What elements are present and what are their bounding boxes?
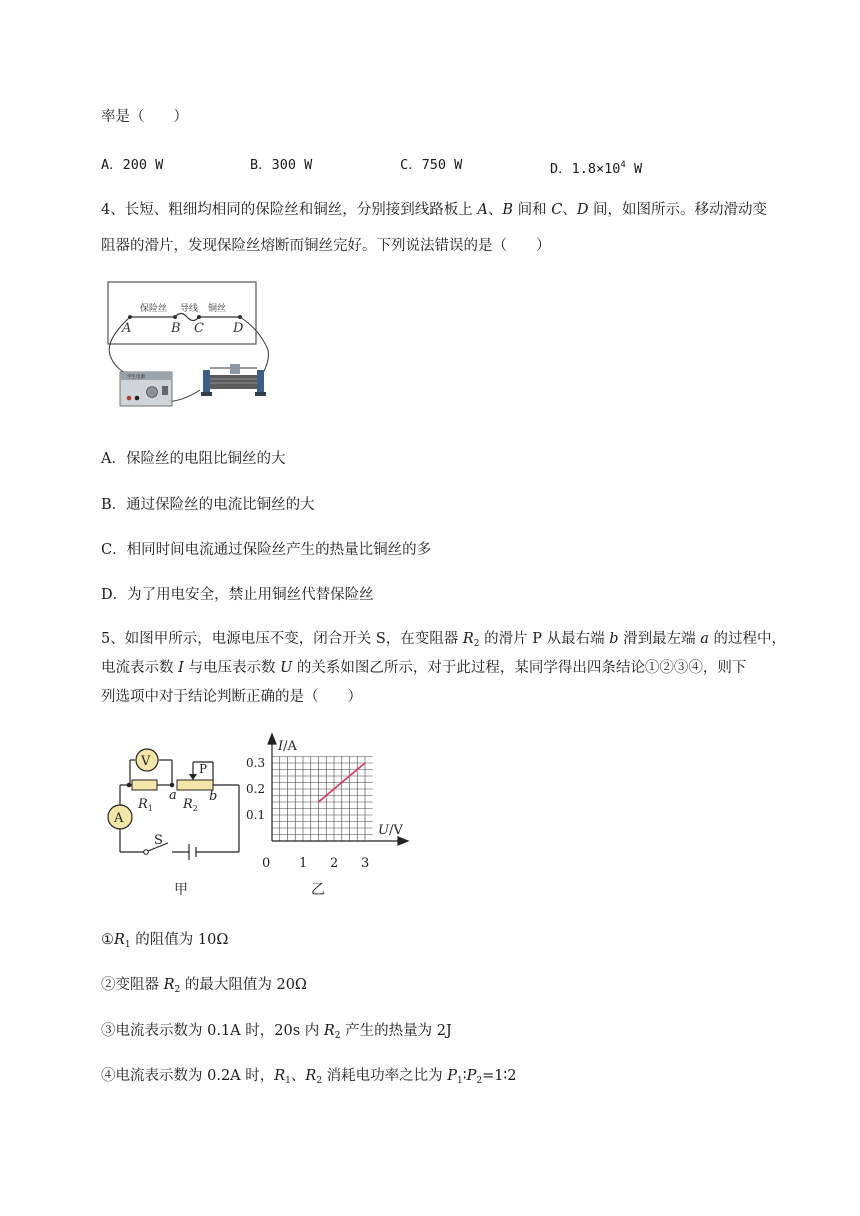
q3-option-c: C．750 W xyxy=(400,157,463,173)
q5-stem-line2: 电流表示数 I 与电压表示数 U 的关系如图乙所示，对于此过程，某同学得出四条结论①②③④，则下 xyxy=(101,660,747,676)
point-A: A xyxy=(122,321,132,336)
graph-tick-labels xyxy=(246,756,369,871)
q5-stem-line3: 列选项中对于结论判断正确的是（ ） xyxy=(101,689,362,705)
point-B: B xyxy=(171,321,181,336)
caption-jia: 甲 xyxy=(174,882,188,898)
q4-option-d: D．为了用电安全，禁止用铜丝代替保险丝 xyxy=(101,587,374,603)
terminal-b-label: b xyxy=(209,789,218,804)
q5-stem-line1: 5、如图甲所示，电源电压不变，闭合开关 S，在变阻器 $R_2$ 的滑片 P 从最右端 b 滑到最左端 a 的过程中， xyxy=(101,631,787,649)
q4-option-b: B．通过保险丝的电流比铜丝的大 xyxy=(101,497,315,513)
graph-x-axis-label: U/V xyxy=(378,823,403,838)
y-tick-label: 0.2 xyxy=(246,782,266,796)
R1-label: $R_1$ xyxy=(138,797,153,813)
q5-conclusion-3: ③电流表示数为 0.1A 时，20s 内 $R_2$ 产生的热量为 2J xyxy=(101,1023,452,1041)
q5-circuit-diagram xyxy=(100,740,230,905)
q3-option-d: D．$1.8\times 10^4$ W xyxy=(550,160,643,177)
x-tick-label: 3 xyxy=(361,856,370,871)
q5-conclusion-1: $①R_1$ 的阻值为 10Ω xyxy=(101,932,229,950)
power-supply-icon xyxy=(120,372,172,406)
rheostat-icon xyxy=(201,364,266,396)
q4-stem-line1: 4、长短、粗细均相同的保险丝和铜丝，分别接到线路板上 A、B 间和 C、D 间，如图所示。移动滑动变 xyxy=(101,202,768,218)
graph-origin-label: 0 xyxy=(262,856,271,871)
q5-conclusion-2: ②变阻器 $R_2$ 的最大阻值为 20Ω xyxy=(101,977,307,995)
fuse-label: 保险丝 xyxy=(140,304,168,314)
q3-stem-tail: 率是（ ） xyxy=(101,109,188,125)
q5-iu-graph xyxy=(246,730,410,898)
q3-option-b: B．300 W xyxy=(250,157,313,173)
q4-figure-circuit-board xyxy=(100,280,270,410)
q4-option-a: A．保险丝的电阻比铜丝的大 xyxy=(101,451,286,467)
switch-label: S xyxy=(154,833,163,848)
wire-label: 导线 xyxy=(180,304,199,314)
svg-text:学生电源: 学生电源 xyxy=(127,375,145,380)
voltmeter-label: V xyxy=(141,754,151,769)
caption-yi: 乙 xyxy=(311,882,325,898)
x-tick-label: 1 xyxy=(299,856,308,871)
point-D: D xyxy=(233,321,244,336)
x-tick-label: 2 xyxy=(330,856,339,871)
q4-option-c: C．相同时间电流通过保险丝产生的热量比铜丝的多 xyxy=(101,542,432,558)
ammeter-label: A xyxy=(114,811,124,826)
graph-y-axis-label: I/A xyxy=(278,739,297,754)
q3-option-a: A．200 W xyxy=(101,157,164,173)
q4-stem-line2: 阻器的滑片，发现保险丝熔断而铜丝完好。下列说法错误的是（ ） xyxy=(101,238,551,254)
y-tick-label: 0.3 xyxy=(246,756,266,770)
R2-label: $R_2$ xyxy=(183,797,198,813)
point-C: C xyxy=(194,321,204,336)
copper-label: 铜丝 xyxy=(208,304,227,314)
q5-conclusion-4: ④电流表示数为 0.2A 时，$R_1$、$R_2$ 消耗电功率之比为 $P_1∶P_2=1∶2$ xyxy=(101,1068,517,1086)
y-tick-label: 0.1 xyxy=(246,808,266,822)
slider-label-P: P xyxy=(199,762,208,776)
terminal-a-label: a xyxy=(169,788,177,803)
